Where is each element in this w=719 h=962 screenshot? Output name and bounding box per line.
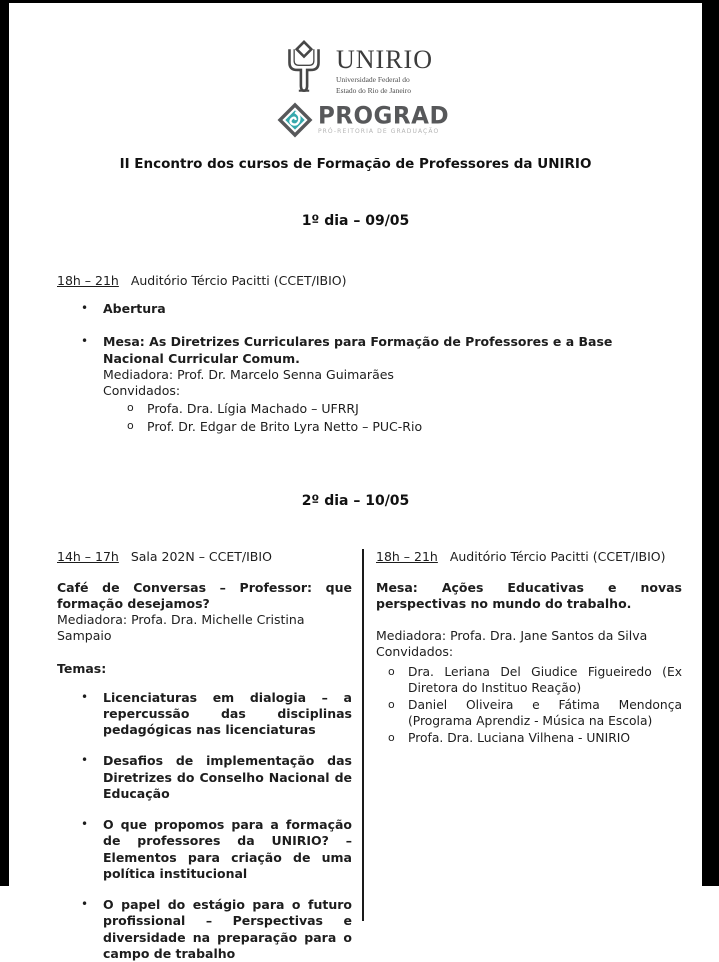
circle-bullet-icon: o xyxy=(127,400,147,418)
day1-bullet-opening xyxy=(81,301,662,317)
day2-guest-list xyxy=(376,664,682,747)
day2-right-session-title: Mesa: Ações Educativas e novas perspectivas no mundo do trabalho. xyxy=(376,580,682,613)
day1-guests-label: Convidados: xyxy=(103,383,662,399)
document-title: II Encontro dos cursos de Formação de Professores da UNIRIO xyxy=(9,156,702,172)
prograd-logo xyxy=(276,101,449,139)
day2-left-session-line xyxy=(57,549,352,564)
day2-topic-3: O que propomos para a formação de professores da UNIRIO? – Elementos para criação de uma política institucional xyxy=(103,817,352,882)
day2-right-guests-label: Convidados: xyxy=(376,644,682,660)
bullet-icon: • xyxy=(81,817,103,882)
circle-bullet-icon: o xyxy=(127,418,147,436)
list-item xyxy=(376,697,682,730)
day1-time: 18h – 21h xyxy=(57,273,119,288)
circle-bullet-icon: o xyxy=(388,664,408,697)
spacer xyxy=(123,273,127,288)
day2-right-location: Auditório Tércio Pacitti (CCET/IBIO) xyxy=(450,549,666,564)
list-item xyxy=(103,400,662,418)
day1-bullet-mesa xyxy=(81,334,662,436)
day2-left-time: 14h – 17h xyxy=(57,549,119,564)
list-item xyxy=(81,690,352,739)
day1-heading: 1º dia – 09/05 xyxy=(9,213,702,229)
circle-bullet-icon: o xyxy=(388,730,408,747)
bullet-icon: • xyxy=(81,753,103,802)
spacer xyxy=(81,317,662,334)
day1-mesa-block xyxy=(103,334,662,436)
unirio-logo xyxy=(278,43,433,99)
day2-topic-list xyxy=(57,690,352,962)
prograd-mark-icon xyxy=(276,101,314,139)
scan-edge-left xyxy=(0,0,9,886)
day2-topic-1: Licenciaturas em dialogia – a repercussão das disciplinas pedagógicas nas licenciaturas xyxy=(103,690,352,739)
list-item xyxy=(81,753,352,802)
list-item xyxy=(81,817,352,882)
unirio-subtitle-line1: Universidade Federal do xyxy=(336,75,410,84)
prograd-wordmark: PROGRAD xyxy=(318,104,449,128)
circle-bullet-icon: o xyxy=(388,697,408,730)
bullet-icon: • xyxy=(81,897,103,962)
day2-topic-2: Desafios de implementação das Diretrizes do Conselho Nacional de Educação xyxy=(103,753,352,802)
day2-guest-1: Dra. Leriana Del Giudice Figueiredo (Ex Diretora do Instituo Reação) xyxy=(408,664,682,697)
day1-mesa-title: Mesa: As Diretrizes Curriculares para Formação de Professores e a Base Nacional Curricular Comum. xyxy=(103,334,662,367)
day2-left-mediator: Mediadora: Profa. Dra. Michelle Cristina Sampaio xyxy=(57,612,352,645)
scan-edge-right xyxy=(702,0,719,886)
bullet-icon: • xyxy=(81,301,103,317)
day1-guest-list xyxy=(103,400,662,436)
day2-right-column xyxy=(364,549,682,921)
day1-guest-2: Prof. Dr. Edgar de Brito Lyra Netto – PUC-Rio xyxy=(147,418,662,436)
day1-opening-label: Abertura xyxy=(103,301,662,317)
day2-topics-label: Temas: xyxy=(57,661,352,676)
prograd-text-block xyxy=(318,105,449,135)
unirio-subtitle-line2: Estado do Rio de Janeiro xyxy=(336,86,411,95)
day2-left-location: Sala 202N – CCET/IBIO xyxy=(131,549,272,564)
day1-guest-1: Profa. Dra. Lígia Machado – UFRRJ xyxy=(147,400,662,418)
day2-right-session-line xyxy=(376,549,682,564)
day2-guest-3: Profa. Dra. Luciana Vilhena - UNIRIO xyxy=(408,730,682,747)
day2-left-column xyxy=(57,549,360,921)
prograd-subtitle: PRÓ-REITORIA DE GRADUAÇÃO xyxy=(318,129,449,135)
unirio-mark-icon xyxy=(278,43,330,99)
header-logos xyxy=(9,43,702,139)
day1-location: Auditório Tércio Pacitti (CCET/IBIO) xyxy=(131,273,347,288)
day1-session-line xyxy=(9,273,702,288)
unirio-wordmark: UNIRIO xyxy=(336,47,433,73)
bullet-icon: • xyxy=(81,334,103,436)
day1-bullet-list xyxy=(9,301,702,437)
day2-topic-4: O papel do estágio para o futuro profissional – Perspectivas e diversidade na preparação para o campo de trabalho xyxy=(103,897,352,962)
bullet-icon: • xyxy=(81,690,103,739)
spacer xyxy=(123,549,127,564)
day2-left-session-title: Café de Conversas – Professor: que formação desejamos? xyxy=(57,580,352,613)
day2-right-time: 18h – 21h xyxy=(376,549,438,564)
list-item xyxy=(376,664,682,697)
page-content xyxy=(9,3,702,886)
day2-columns xyxy=(9,549,702,921)
spacer xyxy=(442,549,446,564)
list-item xyxy=(81,897,352,962)
list-item xyxy=(376,730,682,747)
day2-right-mediator: Mediadora: Profa. Dra. Jane Santos da Silva xyxy=(376,628,682,644)
day2-heading: 2º dia – 10/05 xyxy=(9,493,702,509)
unirio-text-block xyxy=(336,47,433,96)
list-item xyxy=(103,418,662,436)
day2-guest-2: Daniel Oliveira e Fátima Mendonça (Programa Aprendiz - Música na Escola) xyxy=(408,697,682,730)
day1-mesa-mediator: Mediadora: Prof. Dr. Marcelo Senna Guimarães xyxy=(103,367,662,383)
